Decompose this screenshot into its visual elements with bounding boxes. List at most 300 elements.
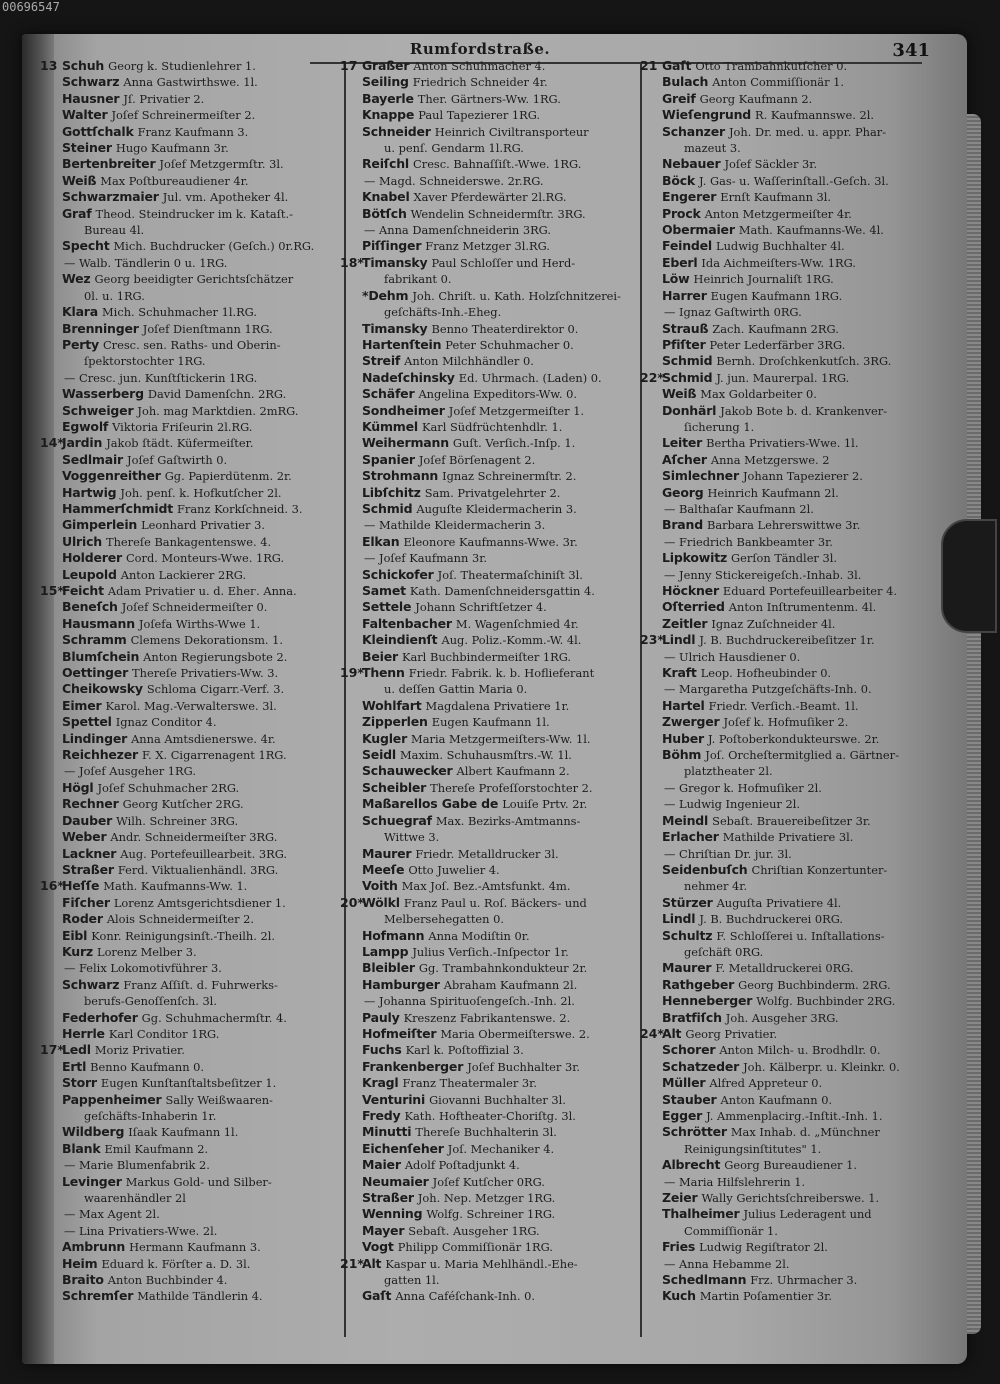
resident-surname: Böck [662, 172, 696, 188]
resident-details: Hermann Kaufmann 3. [129, 1240, 261, 1255]
resident-surname: Zeitler [662, 615, 708, 631]
directory-entry [340, 878, 640, 894]
house-number: 21* [340, 1255, 364, 1271]
directory-entry [340, 681, 640, 697]
resident-details: Ferd. Viktualienhändl. 3RG. [117, 862, 279, 877]
directory-entry [340, 403, 640, 419]
resident-surname: Schweiger [62, 402, 134, 418]
resident-surname: Schuegraf [362, 812, 432, 828]
resident-details: — Joſef Kaufmann 3r. [364, 551, 488, 566]
resident-details: Karl k. Poſtoffizial 3. [405, 1043, 524, 1058]
directory-entry [640, 1108, 936, 1124]
resident-details: fabrikant 0. [384, 272, 452, 287]
directory-entry [40, 862, 340, 878]
directory-entry [640, 107, 936, 123]
directory-entry [40, 1108, 340, 1124]
directory-entry [640, 1141, 936, 1157]
resident-surname: Knabel [362, 189, 410, 205]
resident-details: Georg Buchbinderm. 2RG. [738, 977, 891, 992]
directory-entry [340, 616, 640, 632]
resident-details: Bernh. Droſchkenkutſch. 3RG. [716, 354, 892, 369]
resident-surname: Venturini [362, 1091, 426, 1107]
resident-details: — Felix Lokomotivführer 3. [64, 961, 222, 976]
resident-surname: Huber [662, 730, 704, 746]
resident-surname: Weiß [62, 172, 97, 188]
resident-details: — Ulrich Hausdiener 0. [664, 649, 801, 664]
directory-entry [640, 1272, 936, 1288]
resident-details: Abraham Kaufmann 2l. [443, 977, 578, 992]
directory-entry [40, 156, 340, 172]
resident-details: J. Poſtoberkondukteurswe. 2r. [707, 731, 880, 746]
directory-entry [340, 304, 640, 320]
house-number: 18* [340, 254, 364, 270]
resident-surname: Settele [362, 599, 412, 615]
resident-surname: Oſterried [662, 599, 725, 615]
resident-details: Joſef Schneidermeiſter 0. [121, 600, 268, 615]
resident-surname: Pfiſter [662, 336, 706, 352]
resident-surname: Lackner [62, 845, 117, 861]
resident-surname: Kraft [662, 665, 697, 681]
resident-details: Kath. Damenſchneidersgattin 4. [409, 584, 595, 598]
directory-entry [640, 649, 936, 665]
resident-surname: Meeſe [362, 861, 405, 877]
resident-details: — Walb. Tändlerin 0 u. 1RG. [64, 255, 228, 270]
resident-details: Ernſt Kaufmann 3l. [720, 190, 832, 205]
resident-surname: Seidl [362, 747, 396, 763]
resident-details: Giovanni Buchhalter 3l. [429, 1092, 566, 1107]
resident-surname: Gaſt [662, 58, 692, 73]
directory-entry [640, 1174, 936, 1190]
resident-details: Thereſe Privatiers-Ww. 3. [132, 666, 279, 681]
resident-details: F. X. Cigarrenagent 1RG. [142, 748, 287, 763]
resident-details: F. Metalldruckerei 0RG. [715, 961, 854, 976]
directory-entry [340, 353, 640, 369]
resident-details: Otto Juwelier 4. [408, 862, 500, 877]
directory-entry [340, 189, 640, 205]
resident-surname: Scheibler [362, 779, 427, 795]
directory-entry [40, 1059, 340, 1075]
directory-entry [40, 813, 340, 829]
resident-details: — Chriſtian Dr. jur. 3l. [664, 846, 792, 861]
directory-entry [640, 58, 936, 74]
directory-entry [640, 435, 936, 451]
resident-details: Eduard Portefeuillearbeiter 4. [722, 584, 897, 598]
directory-entry [640, 140, 936, 156]
directory-entry [40, 124, 340, 140]
resident-surname: Seiling [362, 74, 409, 90]
resident-details: Joh. Chriſt. u. Kath. Holzſchnitzerei- [412, 288, 621, 303]
resident-surname: Schultz [662, 927, 713, 943]
resident-details: Joſef Schreinermeiſter 2. [111, 108, 256, 123]
directory-entry [640, 977, 936, 993]
directory-entry [40, 1092, 340, 1108]
directory-entry [40, 501, 340, 517]
resident-details: Paul Schloſſer und Herd- [431, 255, 576, 270]
resident-details: Heinrich Kaufmann 2l. [707, 485, 839, 500]
resident-surname: Feindel [662, 238, 713, 254]
house-number: 19* [340, 665, 364, 681]
directory-entry [640, 1042, 936, 1058]
resident-surname: Wohlfart [362, 697, 422, 713]
resident-details: Kreszenz Fabrikantenswe. 2. [403, 1010, 571, 1025]
resident-details: — Anna Hebamme 2l. [664, 1256, 790, 1271]
directory-entry [40, 1010, 340, 1026]
directory-entry [340, 977, 640, 993]
directory-entry [40, 337, 340, 353]
directory-entry [640, 304, 936, 320]
directory-entry [40, 173, 340, 189]
resident-surname: Perty [62, 336, 99, 352]
directory-entry [640, 124, 936, 140]
directory-entry [640, 993, 936, 1009]
directory-entry [340, 944, 640, 960]
directory-entry [40, 288, 340, 304]
resident-details: Bureau 4l. [84, 223, 145, 238]
resident-surname: Kümmel [362, 418, 418, 434]
resident-surname: Roder [62, 911, 103, 927]
directory-entry [40, 550, 340, 566]
resident-details: waarenhändler 2l [84, 1191, 186, 1206]
directory-entry [340, 960, 640, 976]
resident-details: Anton Milch- u. Brodhdlr. 0. [719, 1043, 881, 1058]
resident-surname: Schremſer [62, 1288, 134, 1304]
resident-details: Mich. Buchdrucker (Geſch.) 0r.RG. [113, 239, 315, 254]
directory-entry [40, 1190, 340, 1206]
resident-surname: Blank [62, 1140, 101, 1156]
house-number: 15* [40, 583, 64, 598]
resident-surname: Kuch [662, 1288, 696, 1304]
resident-surname: Georg [662, 484, 704, 500]
directory-entry [640, 944, 936, 960]
resident-details: Schloma Cigarr.-Verf. 3. [146, 682, 285, 697]
resident-details: — Max Agent 2l. [64, 1207, 160, 1222]
resident-details: — Anna Damenſchneiderin 3RG. [364, 223, 551, 238]
directory-entry [640, 567, 936, 583]
resident-details: Anna Modiſtin 0r. [428, 928, 530, 943]
resident-surname: Minutti [362, 1124, 412, 1140]
resident-surname: Lampp [362, 943, 409, 959]
resident-details: Karl Conditor 1RG. [108, 1026, 220, 1041]
resident-details: Math. Kaufmanns-Ww. 1. [103, 879, 248, 894]
resident-surname: Holderer [62, 550, 122, 566]
directory-entry [340, 1256, 640, 1272]
directory-entry [340, 1141, 640, 1157]
directory-entry [640, 583, 936, 599]
resident-details: Wally Gerichtsſchreiberswe. 1. [701, 1191, 880, 1206]
directory-entry [40, 960, 340, 976]
directory-entry [640, 747, 936, 763]
resident-details: Hugo Kaufmann 3r. [115, 141, 229, 156]
house-number: 21 [640, 58, 658, 73]
resident-surname: Pappenheimer [62, 1091, 162, 1107]
resident-details: — Joſef Ausgeher 1RG. [64, 764, 196, 779]
resident-details: Benno Kaufmann 0. [90, 1059, 205, 1074]
resident-details: Johann Tapezierer 2. [742, 469, 863, 484]
directory-entry [340, 1124, 640, 1140]
directory-entry [340, 1223, 640, 1239]
resident-details: Franz Paul u. Roſ. Bäckers- und [403, 895, 587, 910]
resident-surname: Aſcher [662, 451, 707, 467]
resident-surname: Sedlmair [62, 451, 124, 467]
resident-details: Anna Amtsdienerswe. 4r. [131, 731, 276, 746]
directory-entry [340, 632, 640, 648]
resident-surname: Böhm [662, 747, 702, 763]
directory-entry [640, 846, 936, 862]
directory-entry [640, 206, 936, 222]
resident-details: M. Wagenſchmied 4r. [455, 616, 579, 631]
resident-surname: Weiß [662, 386, 697, 402]
directory-entry [640, 928, 936, 944]
resident-surname: Rechner [62, 796, 119, 812]
resident-surname: Reiſchl [362, 156, 410, 172]
directory-entry [340, 829, 640, 845]
resident-surname: Storr [62, 1075, 97, 1091]
resident-details: — Maria Hilfslehrerin 1. [664, 1174, 806, 1189]
directory-entry [340, 780, 640, 796]
house-number: 16* [40, 878, 64, 894]
resident-surname: Bertenbreiter [62, 156, 156, 172]
resident-surname: Strohmann [362, 468, 439, 484]
resident-details: Anton Milchhändler 0. [404, 354, 534, 369]
resident-surname: Simlechner [662, 468, 739, 484]
resident-details: Franz Aſſiſt. d. Fuhrwerks- [123, 977, 278, 992]
directory-entry [40, 1124, 340, 1140]
resident-surname: Hamburger [362, 976, 440, 992]
directory-entry [640, 156, 936, 172]
resident-surname: Wenning [362, 1206, 423, 1222]
resident-surname: Bulach [662, 74, 709, 90]
resident-surname: Albrecht [662, 1157, 721, 1173]
directory-entry [40, 665, 340, 681]
resident-details: Albert Kaufmann 2. [456, 764, 570, 779]
resident-surname: Leiter [662, 435, 703, 451]
directory-entry [340, 517, 640, 533]
resident-details: Commiſſionär 1. [684, 1223, 778, 1238]
directory-entry [640, 780, 936, 796]
directory-entry [340, 156, 640, 172]
directory-entry [640, 353, 936, 369]
directory-entry [40, 714, 340, 730]
directory-entry [640, 386, 936, 402]
directory-entry [640, 517, 936, 533]
directory-entry [40, 1026, 340, 1042]
resident-details: Paul Tapezierer 1RG. [418, 108, 541, 123]
resident-details: — Magd. Schneiderswe. 2r.RG. [364, 173, 544, 188]
resident-surname: Weihermann [362, 435, 449, 451]
resident-surname: Hofmann [362, 927, 425, 943]
house-number: 24* [640, 1025, 664, 1041]
resident-surname: Schmid [662, 353, 713, 369]
resident-surname: Cheikowsky [62, 681, 143, 697]
resident-surname: Federhofer [62, 1009, 138, 1025]
resident-details: Sebaſt. Brauereibeſitzer 3r. [712, 813, 871, 828]
directory-entry [40, 911, 340, 927]
resident-details: Mich. Schuhmacher 1l.RG. [102, 305, 257, 320]
resident-details: Heinrich Journaliſt 1RG. [693, 272, 834, 287]
directory-entry [340, 1239, 640, 1255]
resident-details: Bertha Privatiers-Wwe. 1l. [706, 436, 859, 451]
directory-entry [640, 813, 936, 829]
resident-surname: Kugler [362, 730, 408, 746]
directory-entry [340, 452, 640, 468]
resident-surname: Zwerger [662, 714, 720, 730]
directory-entry [40, 435, 340, 451]
directory-entry [340, 846, 640, 862]
directory-entry [40, 1075, 340, 1091]
resident-details: Auguſta Privatiere 4l. [716, 895, 842, 910]
resident-surname: Prock [662, 205, 701, 221]
resident-details: Anton Regierungsbote 2. [143, 649, 288, 664]
directory-entry [640, 271, 936, 287]
resident-details: Wolfg. Buchbinder 2RG. [756, 994, 896, 1009]
resident-details: Maria Obermeiſterswe. 2. [440, 1026, 590, 1041]
directory-entry [40, 58, 340, 74]
resident-details: Theod. Steindrucker im k. Kataſt.- [95, 206, 293, 221]
directory-entry [340, 665, 640, 681]
directory-entry [640, 862, 936, 878]
resident-surname: Leupold [62, 566, 117, 582]
resident-surname: Streif [362, 353, 401, 369]
resident-surname: Voith [362, 878, 398, 894]
directory-entry [640, 1124, 936, 1140]
resident-details: Lorenz Amtsgerichtsdiener 1. [113, 895, 286, 910]
resident-details: mazeut 3. [684, 141, 741, 156]
resident-surname: Lindl [662, 911, 696, 927]
directory-entry [640, 238, 936, 254]
resident-details: Eugen Kaufmann 1RG. [710, 288, 843, 303]
resident-surname: Reichhezer [62, 747, 138, 763]
resident-surname: Schwarz [62, 976, 120, 992]
directory-entry [340, 1108, 640, 1124]
resident-surname: Schedlmann [662, 1272, 747, 1288]
resident-surname: Straßer [362, 1190, 414, 1206]
directory-entry [340, 649, 640, 665]
directory-entry [40, 222, 340, 238]
resident-surname: Frankenberger [362, 1058, 464, 1074]
resident-surname: Lindl [662, 632, 696, 648]
resident-details: Ed. Uhrmach. (Laden) 0. [458, 370, 602, 385]
resident-surname: Bayerle [362, 90, 414, 106]
directory-entry [340, 337, 640, 353]
resident-details: Anton Kaufmann 0. [720, 1092, 833, 1107]
directory-entry [340, 1026, 640, 1042]
resident-surname: Blumſchein [62, 648, 140, 664]
resident-details: Thereſe Buchhalterin 3l. [415, 1125, 557, 1140]
resident-details: Aug. Poliz.-Komm.-W. 4l. [441, 633, 582, 648]
resident-surname: Gottſchalk [62, 123, 134, 139]
resident-details: Joſef Schuhmacher 2RG. [97, 780, 240, 795]
resident-details: Thereſe Bankagentenswe. 4. [106, 534, 272, 549]
resident-details: Friedr. Verſich.-Beamt. 1l. [708, 698, 859, 713]
directory-entry [40, 91, 340, 107]
resident-details: Kaspar u. Maria Mehlhändl.-Ehe- [385, 1256, 578, 1271]
directory-entry [340, 124, 640, 140]
resident-details: J. B. Buchdruckerei 0RG. [699, 912, 844, 927]
resident-details: Franz Kaufmann 3. [137, 124, 249, 139]
resident-details: Alfred Appreteur 0. [709, 1076, 823, 1091]
directory-entry [340, 1174, 640, 1190]
resident-details: Ludwig Buchhalter 4l. [716, 239, 845, 254]
resident-details: 0l. u. 1RG. [84, 288, 145, 303]
resident-details: — Ignaz Gaſtwirth 0RG. [664, 305, 802, 320]
directory-entry [40, 846, 340, 862]
resident-details: Eleonore Kaufmanns-Wwe. 3r. [403, 534, 578, 549]
directory-entry [340, 107, 640, 123]
resident-surname: Herrle [62, 1025, 105, 1041]
directory-entry [640, 337, 936, 353]
directory-entry [40, 599, 340, 615]
resident-details: Georg Kaufmann 2. [699, 91, 813, 106]
directory-entry [40, 878, 340, 894]
resident-details: Joh. Kälberpr. u. Kleinkr. 0. [743, 1059, 900, 1074]
resident-surname: Maurer [662, 960, 712, 976]
directory-entry [40, 632, 340, 648]
resident-surname: Maier [362, 1157, 401, 1173]
directory-entry [640, 91, 936, 107]
resident-details: Leonhard Privatier 3. [141, 518, 265, 533]
resident-details: Philipp Commiſſionär 1RG. [397, 1240, 553, 1255]
directory-entry [640, 1026, 936, 1042]
resident-surname: Bratfiſch [662, 1009, 722, 1025]
resident-details: Wilh. Schreiner 3RG. [116, 813, 239, 828]
resident-details: Georg beeidigter Gerichtsſchätzer [94, 272, 294, 287]
resident-surname: Seidenbuſch [662, 861, 748, 877]
resident-surname: *Dehm [362, 287, 409, 303]
resident-surname: Löw [662, 271, 690, 287]
directory-entry [40, 419, 340, 435]
resident-surname: Graf [62, 205, 92, 221]
resident-surname: Knappe [362, 107, 415, 123]
resident-details: Joh. Nep. Metzger 1RG. [417, 1191, 556, 1206]
resident-details: Joſef Kutſcher 0RG. [432, 1174, 545, 1189]
directory-entry [640, 321, 936, 337]
resident-surname: Kragl [362, 1075, 399, 1091]
directory-entry [640, 616, 936, 632]
resident-surname: Egwolf [62, 418, 109, 434]
directory-entry [40, 271, 340, 287]
directory-entry [340, 928, 640, 944]
directory-entry [340, 91, 640, 107]
resident-surname: Greif [662, 90, 696, 106]
resident-details: Julius Verſich.-Inſpector 1r. [412, 944, 569, 959]
resident-surname: Hartel [662, 697, 705, 713]
directory-entry [40, 1239, 340, 1255]
resident-surname: Ulrich [62, 533, 102, 549]
resident-surname: Erlacher [662, 829, 719, 845]
directory-entry [340, 206, 640, 222]
resident-details: Karl Südfrüchtenhdlr. 1. [421, 419, 563, 434]
resident-details: Ignaz Conditor 4. [115, 715, 217, 730]
resident-surname: Bleibler [362, 960, 415, 976]
directory-entry [640, 714, 936, 730]
directory-entry [40, 944, 340, 960]
directory-entry [340, 1157, 640, 1173]
resident-details: Maria Metzgermeiſters-Ww. 1l. [411, 731, 591, 746]
resident-details: Joſ. Orcheſtermitglied a. Gärtner- [705, 748, 899, 763]
resident-surname: Schuh [62, 58, 105, 73]
resident-surname: Jardin [62, 435, 103, 451]
resident-details: Thereſe Profeſſorstochter 2. [430, 780, 593, 795]
resident-surname: Wasserberg [62, 386, 144, 402]
resident-details: Karl Buchbindermeiſter 1RG. [401, 649, 572, 664]
resident-surname: Eimer [62, 697, 102, 713]
resident-details: Max Goldarbeiter 0. [700, 387, 817, 402]
directory-entry [340, 583, 640, 599]
resident-details: Georg Kutſcher 2RG. [122, 797, 244, 812]
directory-entry [340, 747, 640, 763]
directory-entry [40, 895, 340, 911]
resident-surname: Maurer [362, 845, 412, 861]
